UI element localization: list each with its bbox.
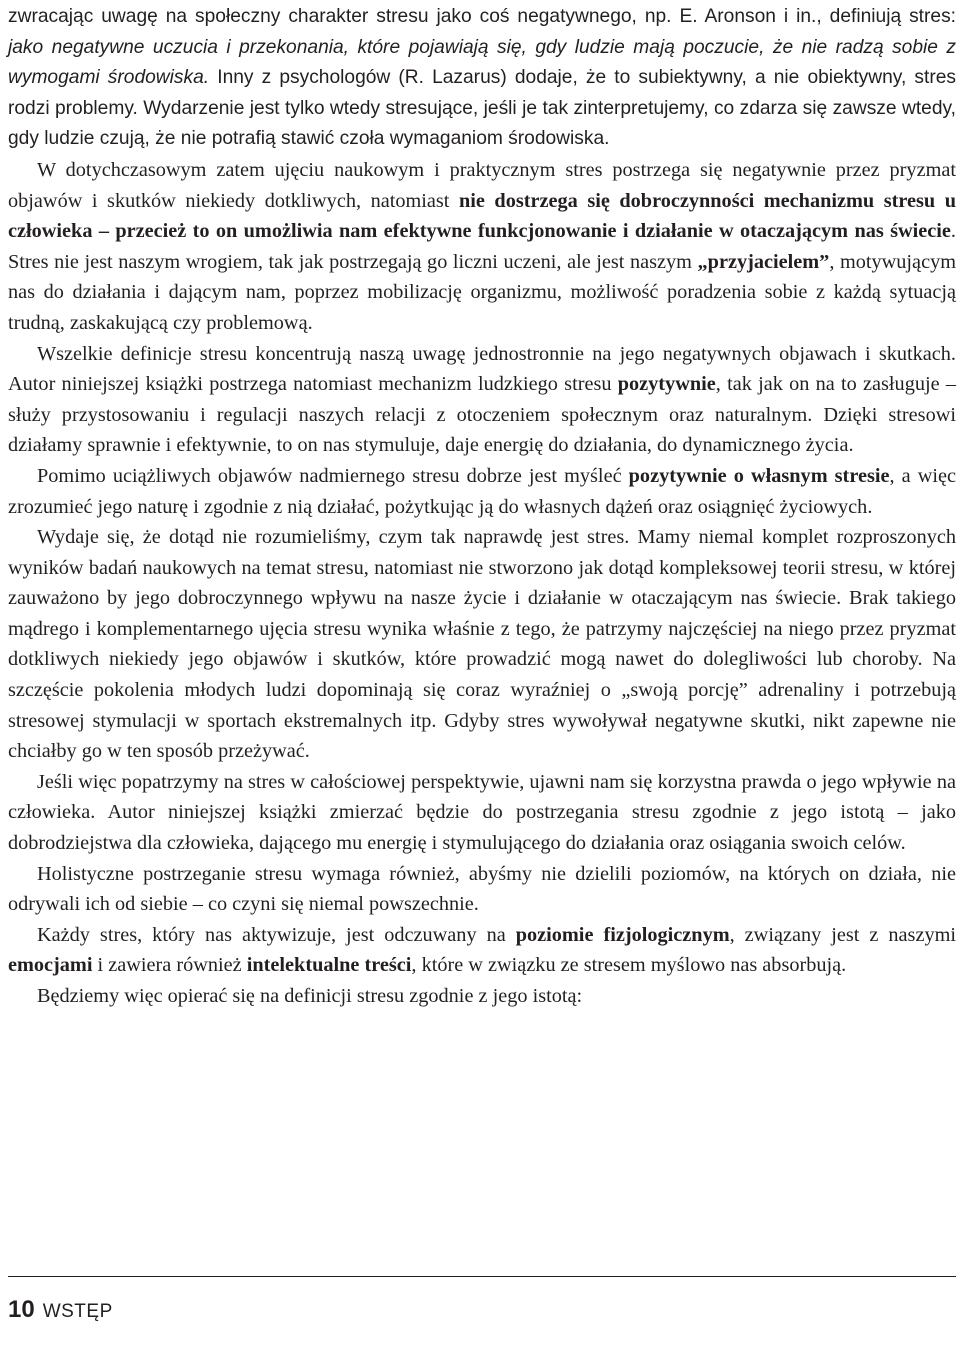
p8-text-b: , związany jest z naszymi [729,923,956,946]
p2-text-c: , motywującym nas do działania i dającym nam, poprzez mobilizację organizmu, możliwość poradzenia sobie z każdą sytuacją trudną, zaskakującą czy problemową. [8,250,956,334]
p8-text-d: , które w związku ze stresem myślowo nas absorbują. [411,954,847,977]
body-text [8,2,956,1012]
paragraph-9: Będziemy więc opierać się na definicji stresu zgodnie z jego istotą: [37,985,583,1007]
p4-bold: pozytywnie o własnym stresie [628,464,890,487]
p2-text-b: . Stres nie jest naszym wrogiem, tak jak postrzegają go liczni uczeni, ale jest naszym [8,220,956,273]
p8-bold-a: poziomie fizjologicznym [515,923,730,946]
p8-bold-b: emocjami [8,954,93,977]
p1-text-a: zwracając uwagę na społeczny charakter stresu jako coś negatywnego, np. E. Aronson i in., definiują stres: [8,6,956,27]
p2-text-a: W dotychczasowym zatem ujęciu naukowym i praktycznym stres postrzega się negatywnie przez pryzmat objawów i skutków niekiedy dotkliwych, natomiast [8,158,956,212]
footer-divider [8,1276,956,1277]
paragraph-6: Jeśli więc popatrzymy na stres w całościowej perspektywie, ujawni nam się korzystna prawda o jego wpływie na człowieka. Autor niniejszej książki zmierzać będzie do postrzegania stresu zgodnie z jego istotą – jako dobrodziejstwa dla człowieka, dającego mu energię i stymulującego do działania oraz osiągania swoich celów. [8,770,956,855]
paragraph-8 [8,920,956,981]
p8-text-c: i zawiera również [92,954,247,977]
p8-bold-c: intelektualne treści [246,954,412,977]
paragraph-7: Holistyczne postrzeganie stresu wymaga również, abyśmy nie dzielili poziomów, na których on działa, nie odrywali ich od siebie – co czyni się niemal powszechnie. [8,862,956,916]
paragraph-4 [8,461,956,522]
paragraph-1 [8,2,956,155]
p4-text-b: , a więc zrozumieć jego naturę i zgodnie z nią działać, pożytkując ją do własnych dążeń oraz osiągnięć życiowych. [8,464,956,518]
section-title: WSTĘP [42,1301,113,1322]
p3-bold: pozytywnie [617,373,716,396]
page-footer [8,1296,113,1324]
p1-definition-italic: jako negatywne uczucia i przekonania, które pojawiają się, gdy ludzie mają poczucie, że nie radzą sobie z wymogami środowiska. [8,36,956,89]
p8-text-a: Każdy stres, który nas aktywizuje, jest odczuwany na [37,923,516,946]
p4-text-a: Pomimo uciążliwych objawów nadmiernego stresu dobrze jest myśleć [37,464,629,487]
p3-text-a: Wszelkie definicje stresu koncentrują naszą uwagę jednostronnie na jego negatywnych objawach i skutkach. Autor niniejszej książki postrzega natomiast mechanizm ludzkiego stresu [8,342,956,396]
p2-bold-b: „przyjacielem” [697,250,830,273]
p1-text-b: Inny z psychologów (R. Lazarus) dodaje, że to subiektywny, a nie obiektywny, stres rodzi problemy. Wydarzenie jest tylko wtedy stresujące, jeśli je tak zinterpretujemy, co zdarza się zawsze wtedy, gdy ludzie czują, że nie potrafią stawić czoła wymaganiom środowiska. [8,67,956,150]
paragraph-2 [8,155,956,339]
paragraph-5: Wydaje się, że dotąd nie rozumieliśmy, czym tak naprawdę jest stres. Mamy niemal komplet rozproszonych wyników badań naukowych na temat stresu, natomiast nie stworzono jak dotąd kompleksowej teorii stresu, w której zauważono by jego dobroczynnego wpływu na nasze życie i działanie w otaczającym nas świecie. Brak takiego mądrego i komplementarnego ujęcia stresu wynika właśnie z tego, że patrzymy najczęściej na niego przez pryzmat dotkliwych niekiedy jego objawów i skutków, które prowadzić mogą nawet do dolegliwości lub choroby. Na szczęście pokolenia młodych ludzi dopominają się coraz wyraźniej o „swoją porcję” adrenaliny i potrzebują stresowej stymulacji w sportach ekstremalnych itp. Gdyby stres wywoływał negatywne skutki, nikt zapewne nie chciałby go w ten sposób przeżywać. [8,526,956,763]
paragraph-3 [8,339,956,461]
p2-bold-a: nie dostrzega się dobroczynności mechanizmu stresu u człowieka – przecież to on umożliwia nam efektywne funkcjonowanie i działanie w otaczającym nas świecie [8,189,956,243]
page-number: 10 [8,1296,35,1323]
p3-text-b: , tak jak on na to zasługuje – służy przystosowaniu i regulacji naszych relacji z otoczeniem społecznym oraz naturalnym. Dzięki stresowi działamy sprawnie i efektywnie, to on nas stymuluje, daje energię do działania, do dynamicznego życia. [8,373,956,457]
